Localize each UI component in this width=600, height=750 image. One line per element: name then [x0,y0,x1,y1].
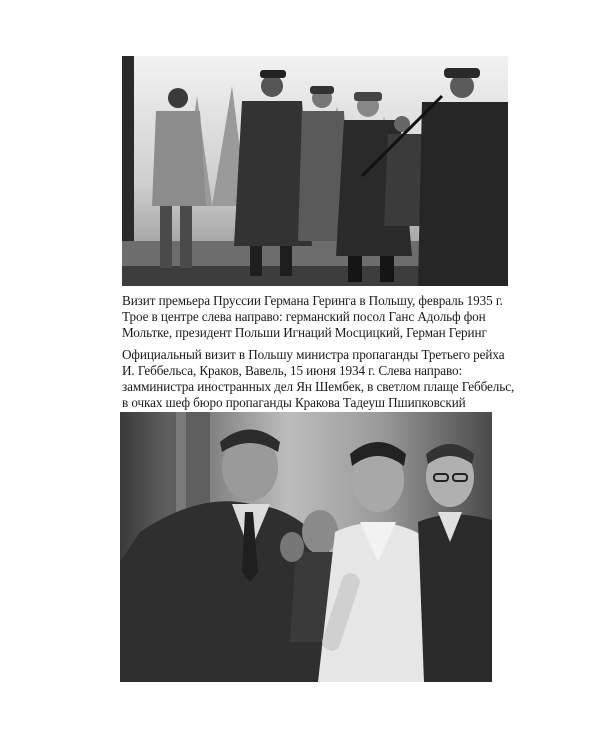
caption-line: Трое в центре слева направо: германский посол Ганс Адольф фон [122,309,486,324]
caption-goering-visit [122,293,522,341]
caption-line: Визит премьера Пруссии Германа Геринга в Польшу, февраль 1935 г. [122,293,503,308]
photo-goering-visit [122,56,508,286]
caption-line: замминистра иностранных дел Ян Шембек, в светлом плаще Геббельс, [122,379,515,394]
caption-line: И. Геббельса, Краков, Вавель, 15 июня 1934 г. Слева направо: [122,363,463,378]
caption-line: Мольтке, президент Польши Игнаций Мосцицкий, Герман Геринг [122,325,487,340]
caption-goebbels-visit [122,347,522,411]
caption-line: Официальный визит в Польшу министра пропаганды Третьего рейха [122,347,505,362]
caption-line: в очках шеф бюро пропаганды Кракова Тадеуш Пшипковский [122,395,466,410]
photo-goebbels-visit [120,412,492,682]
